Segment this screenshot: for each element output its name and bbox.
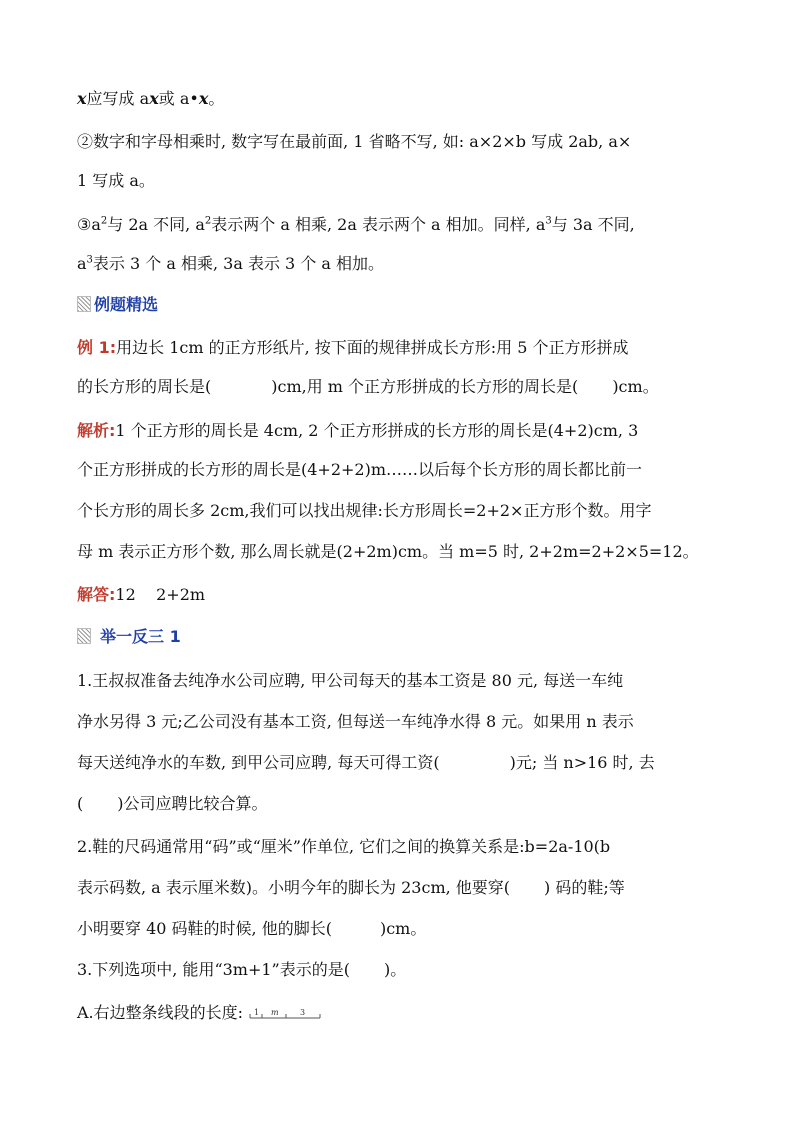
example-line-2	[77, 376, 727, 398]
text: 与 3a 不同,	[551, 215, 635, 234]
intro-line-2: ②数字和字母相乘时, 数字写在最前面, 1 省略不写, 如: a×2×b 写成 2ab, a×	[77, 132, 632, 151]
section-heading-practice	[77, 626, 727, 648]
q2-line-2	[77, 877, 727, 899]
text: ) 码的鞋;等	[544, 878, 625, 897]
text: 。	[208, 89, 225, 108]
text: a	[77, 254, 87, 273]
example-label: 例 1:	[77, 338, 117, 357]
superscript: 2	[100, 215, 108, 227]
hatch-icon	[77, 296, 91, 312]
analysis-line-1	[77, 420, 727, 442]
text: )公司应聘比较合算。	[117, 794, 268, 813]
example-line-1	[77, 337, 727, 359]
text: 表示两个 a 相乘, 2a 表示两个 a 相加。同样, a	[211, 215, 546, 234]
superscript: 2	[204, 215, 212, 227]
analysis-label: 解析:	[77, 421, 116, 440]
q3-option-a[interactable]	[77, 1002, 727, 1024]
intro-line-3: 1 写成 a。	[77, 171, 155, 190]
text: 或 a•	[158, 89, 199, 108]
text: )cm,用 m 个正方形拼成的长方形的周长是(	[271, 377, 579, 396]
text: )元; 当 n>16 时, 去	[509, 753, 655, 772]
q1-line-2: 净水另得 3 元;乙公司没有基本工资, 但每送一车纯净水得 8 元。如果用 n 表示	[77, 712, 634, 731]
q1-line-4	[77, 793, 727, 815]
text: )cm。	[612, 377, 659, 396]
answer-label: 解答:	[77, 585, 116, 604]
q1-line-1: 1.王叔叔准备去纯净水公司应聘, 甲公司每天的基本工资是 80 元, 每送一车纯	[77, 671, 624, 690]
analysis-line-2: 个正方形拼成的长方形的周长是(4+2+2)m……以后每个长方形的周长都比前一	[77, 460, 643, 479]
intro-line-5	[77, 253, 727, 275]
text: 每天送纯净水的车数, 到甲公司应聘, 每天可得工资(	[77, 753, 440, 772]
intro-line-1	[77, 88, 727, 110]
q1-line-3	[77, 752, 727, 774]
segment-label-3: 3	[300, 1008, 306, 1017]
text: 表示 3 个 a 相乘, 3a 表示 3 个 a 相加。	[92, 254, 385, 273]
text: 与 2a 不同, a	[107, 215, 205, 234]
q3-line-1	[77, 959, 727, 981]
text: )。	[383, 960, 407, 979]
hatch-icon	[77, 628, 91, 644]
text: )cm。	[379, 919, 427, 938]
text: 表示码数, a 表示厘米数)。小明今年的脚长为 23cm, 他要穿(	[77, 878, 511, 897]
superscript: 3	[86, 254, 93, 266]
var-x: x	[198, 89, 209, 108]
superscript: 3	[545, 215, 552, 227]
section-title: 举一反三 1	[100, 627, 181, 646]
text: 应写成 a	[86, 89, 150, 108]
text: 1 个正方形的周长是 4cm, 2 个正方形拼成的长方形的周长是(4+2)cm, 3	[115, 421, 639, 440]
text: (	[77, 794, 84, 813]
section-title: 例题精选	[94, 295, 159, 314]
line-segment-figure	[248, 1005, 322, 1021]
option-a-text: A.右边整条线段的长度:	[77, 1003, 244, 1022]
text: 的长方形的周长是(	[77, 377, 212, 396]
q2-line-1: 2.鞋的尺码通常用“码”或“厘米”作单位, 它们之间的换算关系是:b=2a-10(b	[77, 837, 611, 856]
analysis-line-4: 母 m 表示正方形个数, 那么周长就是(2+2m)cm。当 m=5 时, 2+2m=2+2×5=12。	[77, 542, 699, 561]
intro-line-4	[77, 214, 727, 236]
text: 用边长 1cm 的正方形纸片, 按下面的规律拼成长方形:用 5 个正方形拼成	[116, 338, 629, 357]
text: 小明要穿 40 码鞋的时候, 他的脚长(	[77, 919, 332, 938]
answer-line	[77, 584, 727, 606]
var-x: x	[77, 89, 87, 108]
text: ③a	[77, 215, 101, 234]
section-heading-examples	[77, 294, 727, 316]
q2-line-3	[77, 918, 727, 940]
analysis-line-3: 个长方形的周长多 2cm,我们可以找出规律:长方形周长=2+2×正方形个数。用字	[77, 501, 652, 520]
segment-label-m: m	[271, 1008, 279, 1017]
segment-label-1: 1	[254, 1008, 260, 1017]
text: 3.下列选项中, 能用“3m+1”表示的是(	[77, 960, 350, 979]
var-x: x	[149, 89, 159, 108]
answer-value: 12 2+2m	[115, 585, 206, 604]
